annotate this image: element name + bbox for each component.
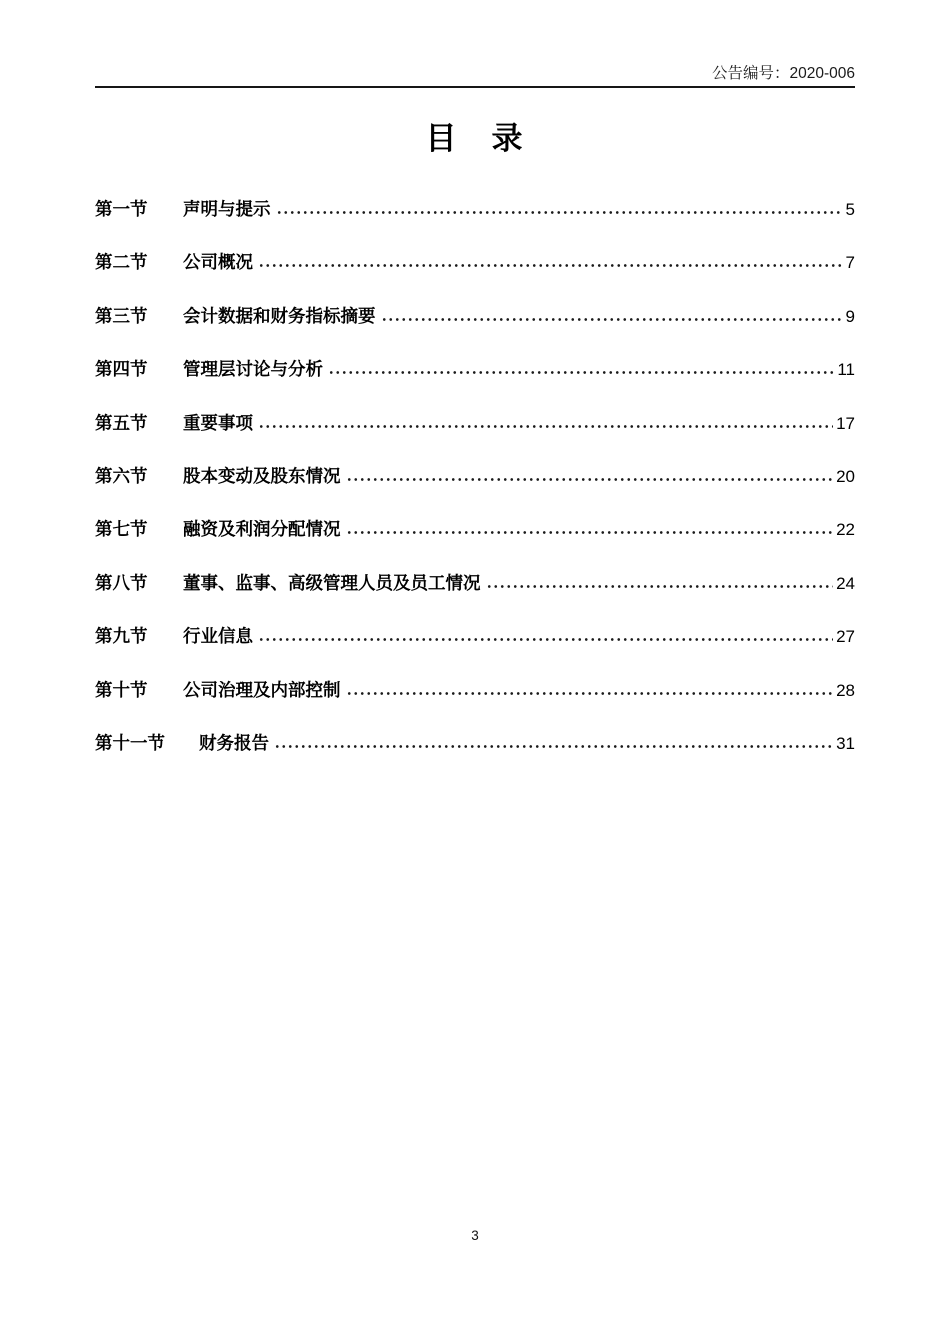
- toc-section-label: 第八节: [95, 572, 148, 593]
- toc-entry[interactable]: [95, 303, 855, 325]
- toc-entry-title: 声明与提示: [183, 199, 271, 219]
- toc-entry[interactable]: [95, 356, 855, 378]
- toc-section-label: 第四节: [95, 359, 148, 380]
- dot-leader: [328, 370, 834, 375]
- toc-entry[interactable]: [95, 196, 855, 218]
- toc-section-label: 第二节: [95, 252, 148, 273]
- toc-entry[interactable]: [95, 677, 855, 699]
- toc-entry-title: 会计数据和财务指标摘要: [183, 305, 376, 326]
- toc-entry[interactable]: [95, 730, 855, 752]
- toc-page-number: 20: [836, 466, 855, 486]
- dot-leader: [486, 584, 834, 589]
- toc-entry-title: 公司概况: [183, 252, 253, 273]
- toc-entry[interactable]: [95, 463, 855, 485]
- header-divider: [95, 86, 855, 88]
- dot-leader: [381, 317, 843, 322]
- toc-section-label: 第五节: [95, 412, 148, 433]
- toc-page-number: 7: [845, 253, 855, 273]
- toc-page-number: 17: [836, 413, 855, 433]
- toc-entry[interactable]: [95, 623, 855, 645]
- toc-entry[interactable]: [95, 570, 855, 592]
- toc-entry[interactable]: [95, 516, 855, 538]
- toc-page-number: 5: [845, 200, 855, 219]
- toc-page-number: 31: [836, 733, 855, 753]
- footer-page-number: 3: [471, 1228, 479, 1243]
- dot-leader: [276, 210, 843, 215]
- dot-leader: [258, 424, 833, 429]
- table-of-contents: [95, 196, 855, 783]
- toc-page-number: 22: [836, 520, 855, 540]
- toc-page-number: 28: [836, 680, 855, 700]
- toc-page-number: 24: [836, 573, 855, 593]
- toc-entry-title: 管理层讨论与分析: [183, 359, 323, 380]
- toc-section-label: 第十节: [95, 679, 148, 700]
- announcement-number: 公告编号：2020-006: [711, 65, 855, 82]
- toc-section-label: 第九节: [95, 626, 148, 647]
- dot-leader: [274, 744, 833, 749]
- dot-leader: [258, 263, 843, 268]
- toc-entry-title: 董事、监事、高级管理人员及员工情况: [183, 572, 481, 593]
- toc-entry-title: 融资及利润分配情况: [183, 519, 341, 540]
- toc-entry-title: 重要事项: [183, 412, 253, 433]
- toc-entry[interactable]: [95, 249, 855, 271]
- toc-entry[interactable]: [95, 410, 855, 432]
- toc-entry-title: 行业信息: [183, 626, 253, 647]
- dot-leader: [346, 530, 834, 535]
- toc-entry-title: 股本变动及股东情况: [183, 465, 341, 486]
- toc-section-label: 第十一节: [95, 732, 165, 753]
- dot-leader: [258, 637, 833, 642]
- page-title: 目 录: [425, 121, 525, 156]
- toc-section-label: 第三节: [95, 305, 148, 326]
- dot-leader: [346, 691, 834, 696]
- toc-page-number: 27: [836, 627, 855, 647]
- toc-entry-title: 财务报告: [199, 732, 269, 753]
- toc-page-number: 11: [837, 360, 855, 380]
- toc-section-label: 第一节: [95, 199, 148, 219]
- toc-section-label: 第六节: [95, 465, 148, 486]
- dot-leader: [346, 477, 834, 482]
- toc-section-label: 第七节: [95, 519, 148, 540]
- toc-entry-title: 公司治理及内部控制: [183, 679, 341, 700]
- toc-page-number: 9: [845, 306, 855, 326]
